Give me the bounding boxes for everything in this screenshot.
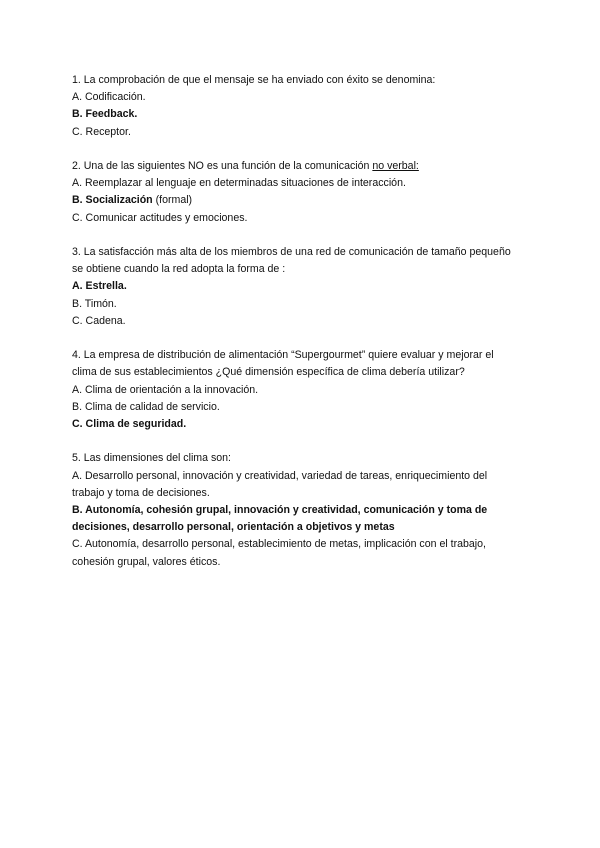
question-1-option-b: B. Feedback. (72, 108, 138, 121)
question-1-option-c: C. Receptor. (72, 125, 131, 138)
question-3-option-a: A. Estrella. (72, 280, 127, 293)
question-4-option-c: C. Clima de seguridad. (72, 418, 187, 431)
question-1-option-a: A. Codificación. (72, 91, 146, 104)
question-2-option-b-rest: (formal) (152, 194, 193, 207)
question-2-option-c: C. Comunicar actitudes y emociones. (72, 211, 248, 224)
question-3-option-b: B. Timón. (72, 297, 117, 310)
question-4-stem-line-1: 4. La empresa de distribución de alimentación “Supergourmet” quiere evaluar y mejorar el (72, 349, 494, 362)
question-3-stem-line-2: se obtiene cuando la red adopta la forma de : (72, 263, 286, 276)
question-3-option-c: C. Cadena. (72, 314, 126, 327)
question-2-option-b (72, 192, 532, 209)
question-5-option-a-line-1: A. Desarrollo personal, innovación y creatividad, variedad de tareas, enriquecimiento del (72, 469, 488, 482)
question-5-option-c-line-2: cohesión grupal, valores éticos. (72, 555, 221, 568)
question-4-option-b: B. Clima de calidad de servicio. (72, 400, 220, 413)
question-2-stem (72, 158, 532, 175)
question-1 (72, 72, 532, 141)
question-5-stem: 5. Las dimensiones del clima son: (72, 452, 231, 465)
question-2-stem-text: 2. Una de las siguientes NO es una función de la comunicación (72, 160, 373, 172)
question-4 (72, 347, 532, 433)
question-5-option-c-line-1: C. Autonomía, desarrollo personal, establecimiento de metas, implicación con el trabajo, (72, 538, 486, 551)
document-page (72, 72, 532, 588)
question-2-stem-underlined: no verbal: (372, 160, 419, 172)
question-3-stem-line-1: 3. La satisfacción más alta de los miembros de una red de comunicación de tamaño pequeño (72, 246, 511, 258)
question-2 (72, 158, 532, 227)
question-2-option-a: A. Reemplazar al lenguaje en determinadas situaciones de interacción. (72, 177, 406, 190)
question-2-option-b-bold: B. Socialización (72, 194, 153, 207)
question-4-option-a: A. Clima de orientación a la innovación. (72, 383, 259, 396)
question-1-stem: 1. La comprobación de que el mensaje se ha enviado con éxito se denomina: (72, 74, 436, 86)
question-5 (72, 450, 532, 570)
question-3 (72, 244, 532, 330)
question-5-option-b-line-2: decisiones, desarrollo personal, orientación a objetivos y metas (72, 521, 395, 534)
question-5-option-a-line-2: trabajo y toma de decisiones. (72, 486, 210, 499)
question-4-stem-line-2: clima de sus establecimientos ¿Qué dimensión específica de clima debería utilizar? (72, 366, 465, 379)
question-5-option-b-line-1: B. Autonomía, cohesión grupal, innovación y creatividad, comunicación y toma de (72, 504, 488, 517)
